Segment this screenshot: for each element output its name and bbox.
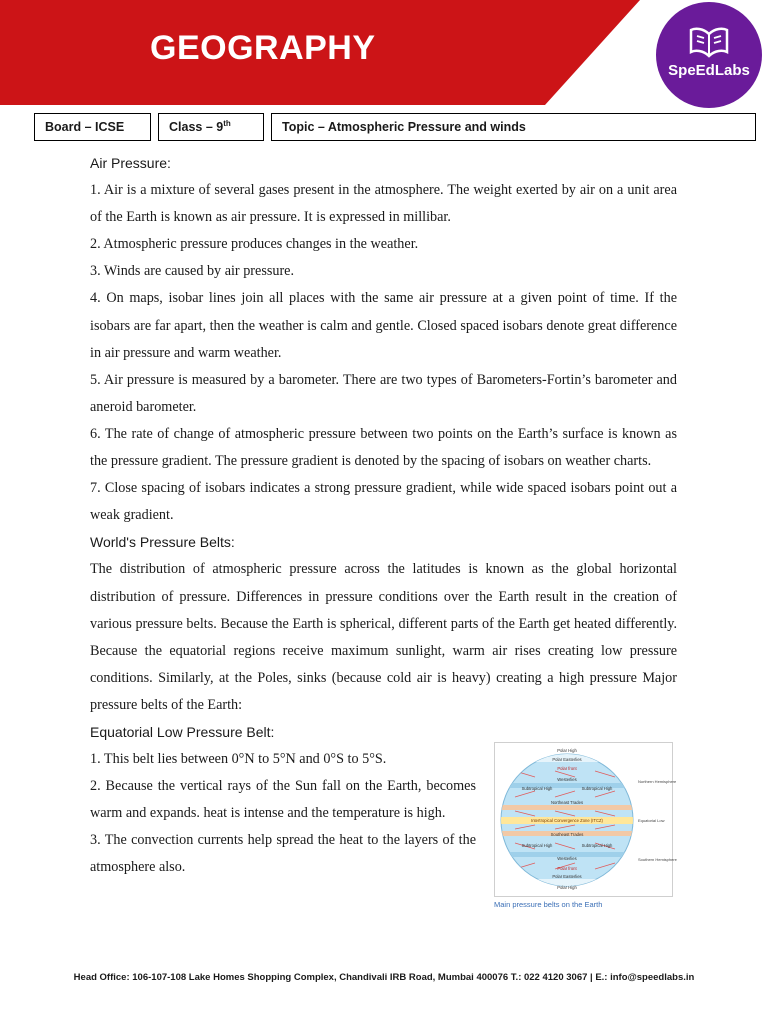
belt-label: Northeast Trades (550, 800, 584, 806)
equatorial-point: 1. This belt lies between 0°N to 5°N and 0°S to 5°S. (90, 751, 387, 768)
belt-label: Subtropical High (521, 843, 553, 849)
belt-label: Polar Easterlies (552, 874, 582, 880)
belt-label: Polar High (557, 885, 577, 891)
air-pressure-point: 2. Atmospheric pressure produces changes in the weather. (90, 236, 419, 253)
air-pressure-point: 4. On maps, isobar lines join all places with the same air pressure at a given point of time. If the isobars are far apart, then the weather is calm and gentle. Closed spaced isobars denote great difference in air pressure and warm weather. (90, 290, 677, 361)
header-red-shape (0, 0, 768, 105)
air-pressure-heading: Air Pressure: (90, 155, 171, 171)
speedlabs-logo (656, 2, 762, 108)
figure-caption: Main pressure belts on the Earth (494, 900, 603, 910)
globe-diagram (495, 743, 677, 896)
belt-label: Westerlies (557, 856, 577, 862)
book-icon (689, 22, 729, 58)
belt-label: Southeast Trades (550, 832, 584, 838)
class-box (158, 113, 264, 141)
board-box (34, 113, 151, 141)
air-pressure-point: 5. Air pressure is measured by a barometer. There are two types of Barometers-Fortin’s barometer and aneroid barometer. (90, 371, 677, 415)
page-title: GEOGRAPHY (150, 29, 376, 67)
board-label: Board – ICSE (45, 120, 125, 134)
document-body (90, 150, 677, 910)
belt-label: Subtropical High (521, 786, 553, 792)
belt-label: Subtropical High (581, 843, 613, 849)
logo-text: SpeEdLabs (668, 62, 750, 79)
header-band (0, 0, 768, 105)
belt-label: Polar Easterlies (552, 757, 582, 763)
side-label: Southern Hemisphere (638, 857, 677, 863)
pressure-belts-heading: World's Pressure Belts: (90, 534, 235, 551)
class-label: Class – 9 (169, 120, 224, 134)
belt-label: Polar High (557, 748, 577, 754)
class-suffix: th (223, 118, 231, 128)
figure-frame (494, 742, 677, 897)
equatorial-point: 2. Because the vertical rays of the Sun fall on the Earth, becomes warm and expands. heat is intense and the temperature is high. (90, 778, 476, 822)
belt-label: Polar front (557, 866, 577, 872)
air-pressure-point: 3. Winds are caused by air pressure. (90, 263, 295, 280)
topic-box (271, 113, 756, 141)
topic-label: Topic – Atmospheric Pressure and winds (282, 120, 526, 134)
belt-label: Westerlies (557, 777, 577, 783)
footer-address: Head Office: 106-107-108 Lake Homes Shopping Complex, Chandivali IRB Road, Mumbai 400076 T.: 022 4120 3067 | E.: info@speedlabs.in (73, 972, 695, 983)
pressure-belts-body: The distribution of atmospheric pressure across the latitudes is known as the global horizontal distribution of pressure. Differences in pressure conditions over the Earth result in the creation of various pressure belts. Because the Earth is spherical, different parts of the Earth get heated differently. Because the equatorial regions receive maximum sunlight, warm air rises creating low pressure conditions. Similarly, at the Poles, sinks (because cold air is heavy) creating a high pressure Major pressure belts of the Earth: (90, 561, 677, 713)
belt-label: Subtropical High (581, 786, 613, 792)
equatorial-point: 3. The convection currents help spread the heat to the layers of the atmosphere also. (90, 832, 476, 876)
belt-label: Polar front (557, 766, 577, 772)
side-label: Northern Hemisphere (638, 779, 677, 785)
air-pressure-point: 7. Close spacing of isobars indicates a strong pressure gradient, while wide spaced isobars point out a weak gradient. (90, 480, 677, 524)
pressure-belts-figure (494, 742, 677, 910)
air-pressure-point: 6. The rate of change of atmospheric pressure between two points on the Earth’s surface is known as the pressure gradient. The pressure gradient is denoted by the spacing of isobars on weather charts. (90, 425, 677, 470)
belt-label: Intertropical Convergence Zone (ITCZ) (531, 818, 603, 824)
side-label: Equatorial Low (638, 818, 665, 824)
equatorial-heading: Equatorial Low Pressure Belt: (90, 723, 275, 740)
air-pressure-point: 1. Air is a mixture of several gases present in the atmosphere. The weight exerted by air on a unit area of the Earth is known as air pressure. It is expressed in millibar. (90, 182, 677, 226)
